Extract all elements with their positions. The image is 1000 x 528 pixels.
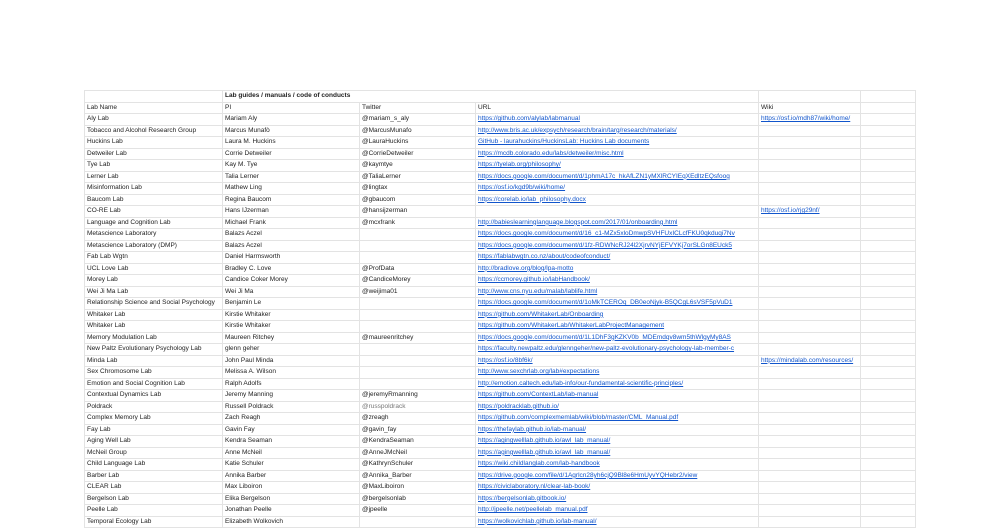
twitter-cell[interactable]: @weijima01 [360, 286, 476, 298]
cell[interactable] [861, 102, 916, 114]
lab-name-cell[interactable]: Tobacco and Alcohol Research Group [85, 125, 223, 137]
cell[interactable] [861, 298, 916, 310]
wiki-cell[interactable] [759, 436, 861, 448]
lab-name-cell[interactable]: Minda Lab [85, 355, 223, 367]
lab-name-cell[interactable]: Bergelson Lab [85, 493, 223, 505]
twitter-cell[interactable]: @jpeelle [360, 505, 476, 517]
wiki-cell[interactable] [759, 378, 861, 390]
pi-cell[interactable]: Bradley C. Love [223, 263, 360, 275]
cell[interactable] [861, 344, 916, 356]
wiki-cell[interactable] [759, 263, 861, 275]
pi-cell[interactable]: Michael Frank [223, 217, 360, 229]
pi-cell[interactable]: Balazs Aczel [223, 240, 360, 252]
pi-cell[interactable]: Elika Bergelson [223, 493, 360, 505]
lab-name-cell[interactable]: Fay Lab [85, 424, 223, 436]
url-cell[interactable]: https://mcdb.colorado.edu/labs/detweiler/misc.html [476, 148, 759, 160]
table-row [85, 309, 916, 321]
lab-name-cell[interactable]: Memory Modulation Lab [85, 332, 223, 344]
table-row [85, 171, 916, 183]
lab-name-cell[interactable]: Tye Lab [85, 160, 223, 172]
table-row [85, 252, 916, 264]
url-cell[interactable]: https://osf.io/kgd9b/wiki/home/ [476, 183, 759, 195]
lab-name-cell[interactable]: Whitaker Lab [85, 309, 223, 321]
table-row [85, 160, 916, 172]
url-cell[interactable]: https://drive.google.com/file/d/1Agrlcn28yh6cjQ9Bl8e6HmUyvYQHebr2/view [476, 470, 759, 482]
cell[interactable] [861, 240, 916, 252]
table-row [85, 275, 916, 287]
twitter-cell[interactable]: @kaymtye [360, 160, 476, 172]
table-row [85, 367, 916, 379]
table-row [85, 413, 916, 425]
url-cell[interactable]: https://github.com/WhitakerLab/WhitakerLabProjectManagement [476, 321, 759, 333]
cell[interactable] [861, 137, 916, 149]
wiki-cell[interactable]: https://mindalab.com/resources/ [759, 355, 861, 367]
cell[interactable] [861, 160, 916, 172]
wiki-cell[interactable] [759, 493, 861, 505]
table-row [85, 332, 916, 344]
url-cell[interactable]: https://poldracklab.github.io/ [476, 401, 759, 413]
table-row [85, 321, 916, 333]
twitter-cell[interactable] [360, 321, 476, 333]
lab-name-cell[interactable]: Whitaker Lab [85, 321, 223, 333]
table-row [85, 114, 916, 126]
pi-cell[interactable]: Jonathan Peelle [223, 505, 360, 517]
url-cell[interactable]: https://wiki.childlanglab.com/lab-handbook [476, 459, 759, 471]
lab-name-cell[interactable]: Huckins Lab [85, 137, 223, 149]
url-cell[interactable]: http://bradlove.org/blog/lpa-motto [476, 263, 759, 275]
url-cell[interactable]: https://agingwelllab.github.io/awl_lab_manual/ [476, 436, 759, 448]
url-cell[interactable]: https://docs.google.com/document/d/16_c1-MZx5xloDmwpSVHFUxICLcfFKU0qkduqi7Nv [476, 229, 759, 241]
url-cell[interactable]: https://github.com/ContextLab/lab-manual [476, 390, 759, 402]
url-cell[interactable]: https://docs.google.com/document/d/1phmA17c_hkAfLZN1yMXlRCYIEqXEdltzEQsfoog [476, 171, 759, 183]
table-row [85, 194, 916, 206]
cell[interactable] [861, 148, 916, 160]
lab-name-cell[interactable]: New Paltz Evolutionary Psychology Lab [85, 344, 223, 356]
lab-name-cell[interactable]: Complex Memory Lab [85, 413, 223, 425]
cell[interactable] [861, 367, 916, 379]
pi-cell[interactable]: Gavin Fay [223, 424, 360, 436]
pi-cell[interactable]: Annika Barber [223, 470, 360, 482]
twitter-cell[interactable] [360, 367, 476, 379]
cell[interactable] [861, 206, 916, 218]
table-row [85, 447, 916, 459]
pi-cell[interactable]: Talia Lerner [223, 171, 360, 183]
pi-cell[interactable]: Laura M. Huckins [223, 137, 360, 149]
table-row [85, 505, 916, 517]
wiki-cell[interactable] [759, 459, 861, 471]
pi-cell[interactable]: Benjamin Le [223, 298, 360, 310]
cell[interactable] [861, 436, 916, 448]
pi-cell[interactable]: Daniel Harmsworth [223, 252, 360, 264]
twitter-cell[interactable]: @bergelsonlab [360, 493, 476, 505]
url-cell[interactable]: http://jpeelle.net/peellelab_manual.pdf [476, 505, 759, 517]
pi-cell[interactable]: Balazs Aczel [223, 229, 360, 241]
pi-cell[interactable]: Zach Reagh [223, 413, 360, 425]
title-row [85, 91, 916, 103]
twitter-cell[interactable]: @ProfData [360, 263, 476, 275]
twitter-cell[interactable]: @KathrynSchuler [360, 459, 476, 471]
table-row [85, 137, 916, 149]
header-twitter[interactable]: Twitter [360, 102, 476, 114]
table-row [85, 378, 916, 390]
lab-name-cell[interactable]: Fab Lab Wgtn [85, 252, 223, 264]
pi-cell[interactable]: Anne McNeil [223, 447, 360, 459]
url-cell[interactable]: https://docs.google.com/document/d/1oMkTCEROq_DB0eoNjyk-B5QCgL6sVSF5pVuD1 [476, 298, 759, 310]
url-cell[interactable]: https://docs.google.com/document/d/1L1DhF3gKZKV0b_MDEmdqv8wm5thWlgyMy8AS [476, 332, 759, 344]
wiki-cell[interactable] [759, 516, 861, 528]
wiki-cell[interactable] [759, 252, 861, 264]
header-pi[interactable]: PI [223, 102, 360, 114]
wiki-cell[interactable] [759, 183, 861, 195]
wiki-cell[interactable] [759, 275, 861, 287]
url-cell[interactable]: https://docs.google.com/document/d/1fz-RDWNcRJ24l2XjrvNYjEFVYKj7orSLGn8EUck5 [476, 240, 759, 252]
header-wiki[interactable]: Wiki [759, 102, 861, 114]
pi-cell[interactable]: Kirstie Whitaker [223, 321, 360, 333]
cell[interactable] [861, 217, 916, 229]
wiki-cell[interactable] [759, 424, 861, 436]
pi-cell[interactable]: Ralph Adolfs [223, 378, 360, 390]
cell[interactable] [861, 171, 916, 183]
cell[interactable] [861, 401, 916, 413]
twitter-cell[interactable]: @mariam_s_aly [360, 114, 476, 126]
table-row [85, 240, 916, 252]
twitter-cell[interactable]: @LauraHuckins [360, 137, 476, 149]
lab-name-cell[interactable]: Temporal Ecology Lab [85, 516, 223, 528]
lab-name-cell[interactable]: Lerner Lab [85, 171, 223, 183]
cell[interactable] [861, 505, 916, 517]
table-row [85, 424, 916, 436]
twitter-cell[interactable] [360, 516, 476, 528]
twitter-cell[interactable]: @MarcusMunafo [360, 125, 476, 137]
table-row [85, 390, 916, 402]
pi-cell[interactable]: Kay M. Tye [223, 160, 360, 172]
cell[interactable] [861, 263, 916, 275]
table-row [85, 516, 916, 528]
pi-cell[interactable]: John Paul Minda [223, 355, 360, 367]
cell[interactable] [861, 125, 916, 137]
pi-cell[interactable]: Mathew Ling [223, 183, 360, 195]
url-cell[interactable]: http://www.cns.nyu.edu/malab/lablife.html [476, 286, 759, 298]
table-row [85, 148, 916, 160]
lab-name-cell[interactable]: CLEAR Lab [85, 482, 223, 494]
wiki-cell[interactable] [759, 482, 861, 494]
spreadsheet-grid[interactable] [84, 90, 916, 528]
wiki-cell[interactable] [759, 367, 861, 379]
cell[interactable] [861, 413, 916, 425]
url-cell[interactable]: GitHub - laurahuckins/HuckinsLab: Huckins Lab documents [476, 137, 759, 149]
cell[interactable] [861, 194, 916, 206]
cell[interactable] [861, 516, 916, 528]
twitter-cell[interactable]: @mcxfrank [360, 217, 476, 229]
table-row [85, 459, 916, 471]
table-row [85, 217, 916, 229]
cell[interactable] [85, 91, 223, 103]
wiki-cell[interactable] [759, 413, 861, 425]
table-row [85, 493, 916, 505]
wiki-cell[interactable] [759, 160, 861, 172]
wiki-cell[interactable] [759, 240, 861, 252]
cell[interactable] [861, 91, 916, 103]
pi-cell[interactable]: Elizabeth Wolkovich [223, 516, 360, 528]
cell[interactable] [861, 355, 916, 367]
twitter-cell[interactable] [360, 355, 476, 367]
pi-cell[interactable]: Melissa A. Wilson [223, 367, 360, 379]
twitter-cell[interactable] [360, 298, 476, 310]
url-cell[interactable]: https://bergelsonlab.gitbook.io/ [476, 493, 759, 505]
lab-name-cell[interactable]: Sex Chromosome Lab [85, 367, 223, 379]
lab-name-cell[interactable]: Poldrack [85, 401, 223, 413]
cell[interactable] [861, 252, 916, 264]
cell[interactable] [759, 91, 861, 103]
lab-name-cell[interactable]: Language and Cognition Lab [85, 217, 223, 229]
table-row [85, 229, 916, 241]
cell[interactable] [861, 286, 916, 298]
twitter-cell[interactable] [360, 378, 476, 390]
wiki-cell[interactable] [759, 298, 861, 310]
cell[interactable] [861, 321, 916, 333]
wiki-cell[interactable] [759, 171, 861, 183]
cell[interactable] [861, 378, 916, 390]
wiki-cell[interactable] [759, 229, 861, 241]
url-cell[interactable]: https://wolkovichlab.github.io/lab-manual/ [476, 516, 759, 528]
cell[interactable] [861, 332, 916, 344]
cell[interactable] [861, 447, 916, 459]
wiki-cell[interactable] [759, 321, 861, 333]
lab-name-cell[interactable]: Wei Ji Ma Lab [85, 286, 223, 298]
table-row [85, 436, 916, 448]
cell[interactable] [861, 114, 916, 126]
wiki-cell[interactable] [759, 447, 861, 459]
url-cell[interactable]: http://www.bris.ac.uk/expsych/research/brain/targ/research/materials/ [476, 125, 759, 137]
twitter-cell[interactable]: @russpoldrack [360, 401, 476, 413]
pi-cell[interactable]: Russell Poldrack [223, 401, 360, 413]
pi-cell[interactable]: Corrie Detweiler [223, 148, 360, 160]
twitter-cell[interactable] [360, 344, 476, 356]
cell[interactable] [861, 424, 916, 436]
url-cell[interactable]: http://www.sexchrlab.org/lab#expectations [476, 367, 759, 379]
cell[interactable] [861, 390, 916, 402]
url-cell[interactable]: https://fablabwgtn.co.nz/about/codeofconduct/ [476, 252, 759, 264]
url-cell[interactable]: https://ccmorey.github.io/labHandbook/ [476, 275, 759, 287]
pi-cell[interactable]: Marcus Munafò [223, 125, 360, 137]
wiki-cell[interactable] [759, 286, 861, 298]
lab-name-cell[interactable]: Aging Well Lab [85, 436, 223, 448]
url-cell[interactable]: http://emotion.caltech.edu/lab-info/our-fundamental-scientific-principles/ [476, 378, 759, 390]
lab-name-cell[interactable]: McNeil Group [85, 447, 223, 459]
twitter-cell[interactable]: @maureenritchey [360, 332, 476, 344]
twitter-cell[interactable]: @Annika_Barber [360, 470, 476, 482]
url-cell[interactable]: https://osf.io/8bf6k/ [476, 355, 759, 367]
twitter-cell[interactable]: @hansijzerman [360, 206, 476, 218]
table-row [85, 206, 916, 218]
header-url[interactable]: URL [476, 102, 759, 114]
lab-name-cell[interactable]: Relationship Science and Social Psychology [85, 298, 223, 310]
cell[interactable] [861, 275, 916, 287]
url-cell[interactable]: https://thefaylab.github.io/lab-manual/ [476, 424, 759, 436]
twitter-cell[interactable]: @gbaucom [360, 194, 476, 206]
cell[interactable] [861, 229, 916, 241]
table-row [85, 286, 916, 298]
wiki-cell[interactable] [759, 332, 861, 344]
twitter-cell[interactable]: @CandiceMorey [360, 275, 476, 287]
url-cell[interactable]: https://github.com/WhitakerLab/Onboarding [476, 309, 759, 321]
wiki-cell[interactable] [759, 148, 861, 160]
pi-cell[interactable]: Kendra Seaman [223, 436, 360, 448]
url-cell[interactable]: https://corelab.io/lab_philosophy.docx [476, 194, 759, 206]
lab-name-cell[interactable]: Emotion and Social Cognition Lab [85, 378, 223, 390]
url-cell[interactable]: https://faculty.newpaltz.edu/glenngeher/new-paltz-evolutionary-psychology-lab-member-c [476, 344, 759, 356]
wiki-cell[interactable] [759, 470, 861, 482]
url-cell[interactable]: https://tyelab.org/philosophy/ [476, 160, 759, 172]
header-row [85, 102, 916, 114]
wiki-cell[interactable] [759, 505, 861, 517]
lab-name-cell[interactable]: CO-RE Lab [85, 206, 223, 218]
table-row [85, 355, 916, 367]
table-row [85, 344, 916, 356]
twitter-cell[interactable] [360, 252, 476, 264]
wiki-cell[interactable]: https://osf.io/mdh87/wiki/home/ [759, 114, 861, 126]
cell[interactable] [861, 493, 916, 505]
table-row [85, 298, 916, 310]
lab-name-cell[interactable]: Child Language Lab [85, 459, 223, 471]
spreadsheet-body [85, 91, 916, 528]
lab-name-cell[interactable]: UCL Love Lab [85, 263, 223, 275]
twitter-cell[interactable]: @AnneJMcNeil [360, 447, 476, 459]
pi-cell[interactable]: Mariam Aly [223, 114, 360, 126]
wiki-cell[interactable] [759, 194, 861, 206]
table-row [85, 125, 916, 137]
twitter-cell[interactable]: @gavin_fay [360, 424, 476, 436]
twitter-cell[interactable]: @CorrieDetweiler [360, 148, 476, 160]
cell[interactable] [861, 183, 916, 195]
url-cell[interactable]: https://civiclaboratory.nl/clear-lab-book/ [476, 482, 759, 494]
pi-cell[interactable]: Max Liboiron [223, 482, 360, 494]
lab-name-cell[interactable]: Misinformation Lab [85, 183, 223, 195]
lab-name-cell[interactable]: Morey Lab [85, 275, 223, 287]
pi-cell[interactable]: Maureen Ritchey [223, 332, 360, 344]
sheet-title[interactable]: Lab guides / manuals / code of conducts [223, 91, 759, 103]
pi-cell[interactable]: Regina Baucom [223, 194, 360, 206]
twitter-cell[interactable]: @MaxLiboiron [360, 482, 476, 494]
twitter-cell[interactable]: @KendraSeaman [360, 436, 476, 448]
url-cell[interactable]: https://agingwelllab.github.io/awl_lab_manual/ [476, 447, 759, 459]
cell[interactable] [861, 459, 916, 471]
pi-cell[interactable]: Katie Schuler [223, 459, 360, 471]
lab-name-cell[interactable]: Aly Lab [85, 114, 223, 126]
twitter-cell[interactable]: @lingtax [360, 183, 476, 195]
url-cell[interactable]: https://github.com/complexmemlab/wiki/blob/master/CML_Manual.pdf [476, 413, 759, 425]
url-cell[interactable]: https://github.com/alylab/labmanual [476, 114, 759, 126]
cell[interactable] [861, 482, 916, 494]
url-cell[interactable]: http://babieslearninglanguage.blogspot.com/2017/01/onboarding.html [476, 217, 759, 229]
lab-name-cell[interactable]: Barber Lab [85, 470, 223, 482]
table-row [85, 401, 916, 413]
wiki-cell[interactable] [759, 401, 861, 413]
wiki-cell[interactable] [759, 309, 861, 321]
wiki-cell[interactable] [759, 125, 861, 137]
table-row [85, 470, 916, 482]
lab-name-cell[interactable]: Detweiler Lab [85, 148, 223, 160]
lab-name-cell[interactable]: Peelle Lab [85, 505, 223, 517]
pi-cell[interactable]: Candice Coker Morey [223, 275, 360, 287]
cell[interactable] [861, 470, 916, 482]
pi-cell[interactable]: Hans IJzerman [223, 206, 360, 218]
twitter-cell[interactable] [360, 229, 476, 241]
twitter-cell[interactable]: @TaliaLerner [360, 171, 476, 183]
lab-name-cell[interactable]: Contextual Dynamics Lab [85, 390, 223, 402]
wiki-cell[interactable] [759, 217, 861, 229]
wiki-cell[interactable] [759, 344, 861, 356]
pi-cell[interactable]: Wei Ji Ma [223, 286, 360, 298]
lab-name-cell[interactable]: Baucom Lab [85, 194, 223, 206]
twitter-cell[interactable] [360, 240, 476, 252]
url-cell[interactable] [476, 206, 759, 218]
pi-cell[interactable]: glenn geher [223, 344, 360, 356]
pi-cell[interactable]: Kirstie Whitaker [223, 309, 360, 321]
table-row [85, 482, 916, 494]
pi-cell[interactable]: Jeremy Manning [223, 390, 360, 402]
twitter-cell[interactable] [360, 309, 476, 321]
cell[interactable] [861, 309, 916, 321]
table-row [85, 183, 916, 195]
header-lab-name[interactable]: Lab Name [85, 102, 223, 114]
twitter-cell[interactable]: @jeremyRmanning [360, 390, 476, 402]
lab-name-cell[interactable]: Metascience Laboratory (DMP) [85, 240, 223, 252]
wiki-cell[interactable]: https://osf.io/rjg29nf/ [759, 206, 861, 218]
wiki-cell[interactable] [759, 390, 861, 402]
twitter-cell[interactable]: @zreagh [360, 413, 476, 425]
table-row [85, 263, 916, 275]
wiki-cell[interactable] [759, 137, 861, 149]
lab-name-cell[interactable]: Metascience Laboratory [85, 229, 223, 241]
